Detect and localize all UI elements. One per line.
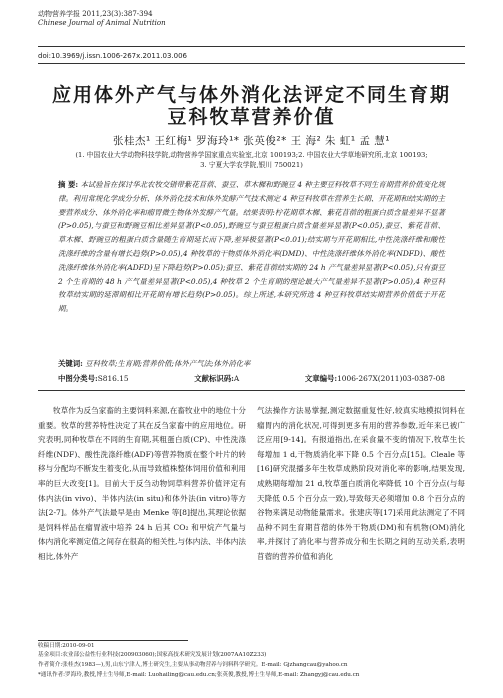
keywords [58,358,445,369]
abstract-text: 本试验旨在探讨华北农牧交错带紫花苜蓿、蚕豆、草木樨和野豌豆 4 种主要豆科牧草不同生育期营养价值变化规律。利用常规化学成分分析、体外消化技术和体外发酵产气技术测定 4 种豆科牧草在营养生长期、开花期和结实期的主要营养成分、体外消化率和瘤胃微生物体外发酵产气量。结果表明:柠花期草木樨、紫花苜蓿的粗蛋白质含量差异不显著(P>0.05),与蚕豆和野豌豆相比差异显著(P<0.05),野豌豆与蚕豆粗蛋白质含量差异显著(P<0.05),蚕豆、紫花苜蓿、草木樨、野豌豆的粗蛋白质含量随生育期延长而下降,差异极显著(P<0.01);结实期与开花期相比,中性洗涤纤维和酸性洗涤纤维的含量有增长趋势(P>0.05),4 种牧草的干物质体外消化率(DMD)、中性洗涤纤维体外消化率(NDFD)、酸性洗涤纤维体外消化率(ADFD)呈下降趋势(P>0.05);蚕豆、紫花苜蓿结实期的 24 h 产气量差异显著(P<0.05),只有蚕豆 2 个生育期的 48 h 产气量差异显著(P<0.05),4 种牧草 2 个生育期的理论最大产气量差异不显著(P>0.05),4 种豆科牧草结实期的延滞期相比开花期有增长趋势(P>0.05)。综上所述,本研究所选 4 种豆科牧草结实期营养价值低于开花期。 [58,180,445,314]
document-code: 文献标识码:A [194,374,240,383]
clc-number: 中图分类号:S816.15 [58,374,129,383]
author-list: 张桂杰¹ 王红梅¹ 罗海玲¹* 张英俊²* 王 海² 朱 虹¹ 孟 慧¹ [112,135,390,147]
keywords-text: 豆科牧草;生育期;营养价值;体外产气法;体外消化率 [85,359,251,368]
body-column-right: 气法操作方法易掌握,测定数据重复性好,较真实地模拟饲料在瘤胃内的消化状况,可得到更多有用的营养参数,近年来已被广泛应用[9-14]。有报道指出,在采食量不变的情况下,牧草生长每增加 1 d,干物质消化率下降 0.5 个百分点[15]。Cleale 等[16]研究混播多年生牧草成熟阶段对消化率的影响,结果发现,成熟期每增加 21 d,牧草蛋白质消化率降低 10 个百分点(与每天降低 0.5 个百分点一致),导致每天必须增加 0.8 个百分点的谷物来满足动物能量需求。张建庆等[17]采用此法测定了不同品种不同生育期苜蓿的体外干物质(DM)和有机物(OM)消化率,并探讨了消化率与营养成分和生长期之间的互动关系,表明苜蓿的营养价值和消化 [257,406,465,561]
article-title-line-1: 应用体外产气与体外消化法评定不同生育期 [51,84,451,106]
doi-line[interactable]: doi:10.3969/j.issn.1006-267x.2011.03.006 [38,52,188,60]
journal-name-cn: 动物营养学报 2011,23(3):387-394 [38,10,153,18]
body-column-left: 牧草作为反刍家畜的主要饲料来源,在畜牧业中的地位十分重要。牧草的营养特性决定了其在反刍家畜中的应用地位。研究表明,同种牧草在不同的生育期,其粗蛋白质(CP)、中性洗涤纤维(NDF)、酸性洗涤纤维(ADF)等营养物质在整个叶片的转移与分配均不断发生着变化,从而导致植株整体饲用价值和利用率的巨大改变[1]。目前大于反刍动物饲草料营养价值评定有体内法(in vivo)、半体内法(in situ)和体外法(in vitro)等方法[2-7]。体外产气法最早是由 Menke 等[8]提出,其理论依据是饲料样品在瘤胃液中培养 24 h 后其 CO₂ 和甲烷产气量与体内消化率测定值之间存在很高的相关性,与体内法、半体内法相比,体外产 [38,406,246,561]
abstract-label: 摘 要: [58,180,79,189]
footnote-author: 作者简介:张桂杰(1983—),男,山东宁津人,博士研究生,主要从事动物营养与饲料科学研究。E-mail: Gjzhangcau@yahoo.cn [38,662,348,668]
affiliation-line-1: (1. 中国农业大学动物科技学院,动物营养学国家重点实验室,北京 100193;2. 中国农业大学草地研究所,北京 100193; [75,151,428,159]
keywords-label: 关键词: [58,359,83,368]
footnote-corresponding: *通讯作者:罗海玲,教授,博士生导师,E-mail: Luohailing@cau.edu.cn;张英俊,教授,博士生导师,E-mail: Zhangyj@cau.edu.cn [38,672,360,678]
footnote-fund: 基金项目:农业部公益性行业科技(200903060);国家高技术研究发展计划(2007AA10Z233) [38,652,267,658]
article-number: 文章编号:1006-267X(2011)03-0387-08 [304,374,445,383]
affiliation-line-2: 3. 宁夏大学农学院,银川 750021) [200,161,303,169]
article-title-line-2: 豆科牧草营养价值 [167,106,336,128]
footnote-received: 收稿日期:2010-09-01 [38,643,95,649]
abstract [58,178,445,316]
journal-name-en: Chinese Journal of Animal Nutrition [38,19,166,27]
doi-rule [38,63,465,64]
footnote-rule [38,640,188,641]
section-rule [38,390,465,391]
classification-line [58,373,445,384]
header-rule [38,46,465,47]
journal-header [38,10,166,28]
